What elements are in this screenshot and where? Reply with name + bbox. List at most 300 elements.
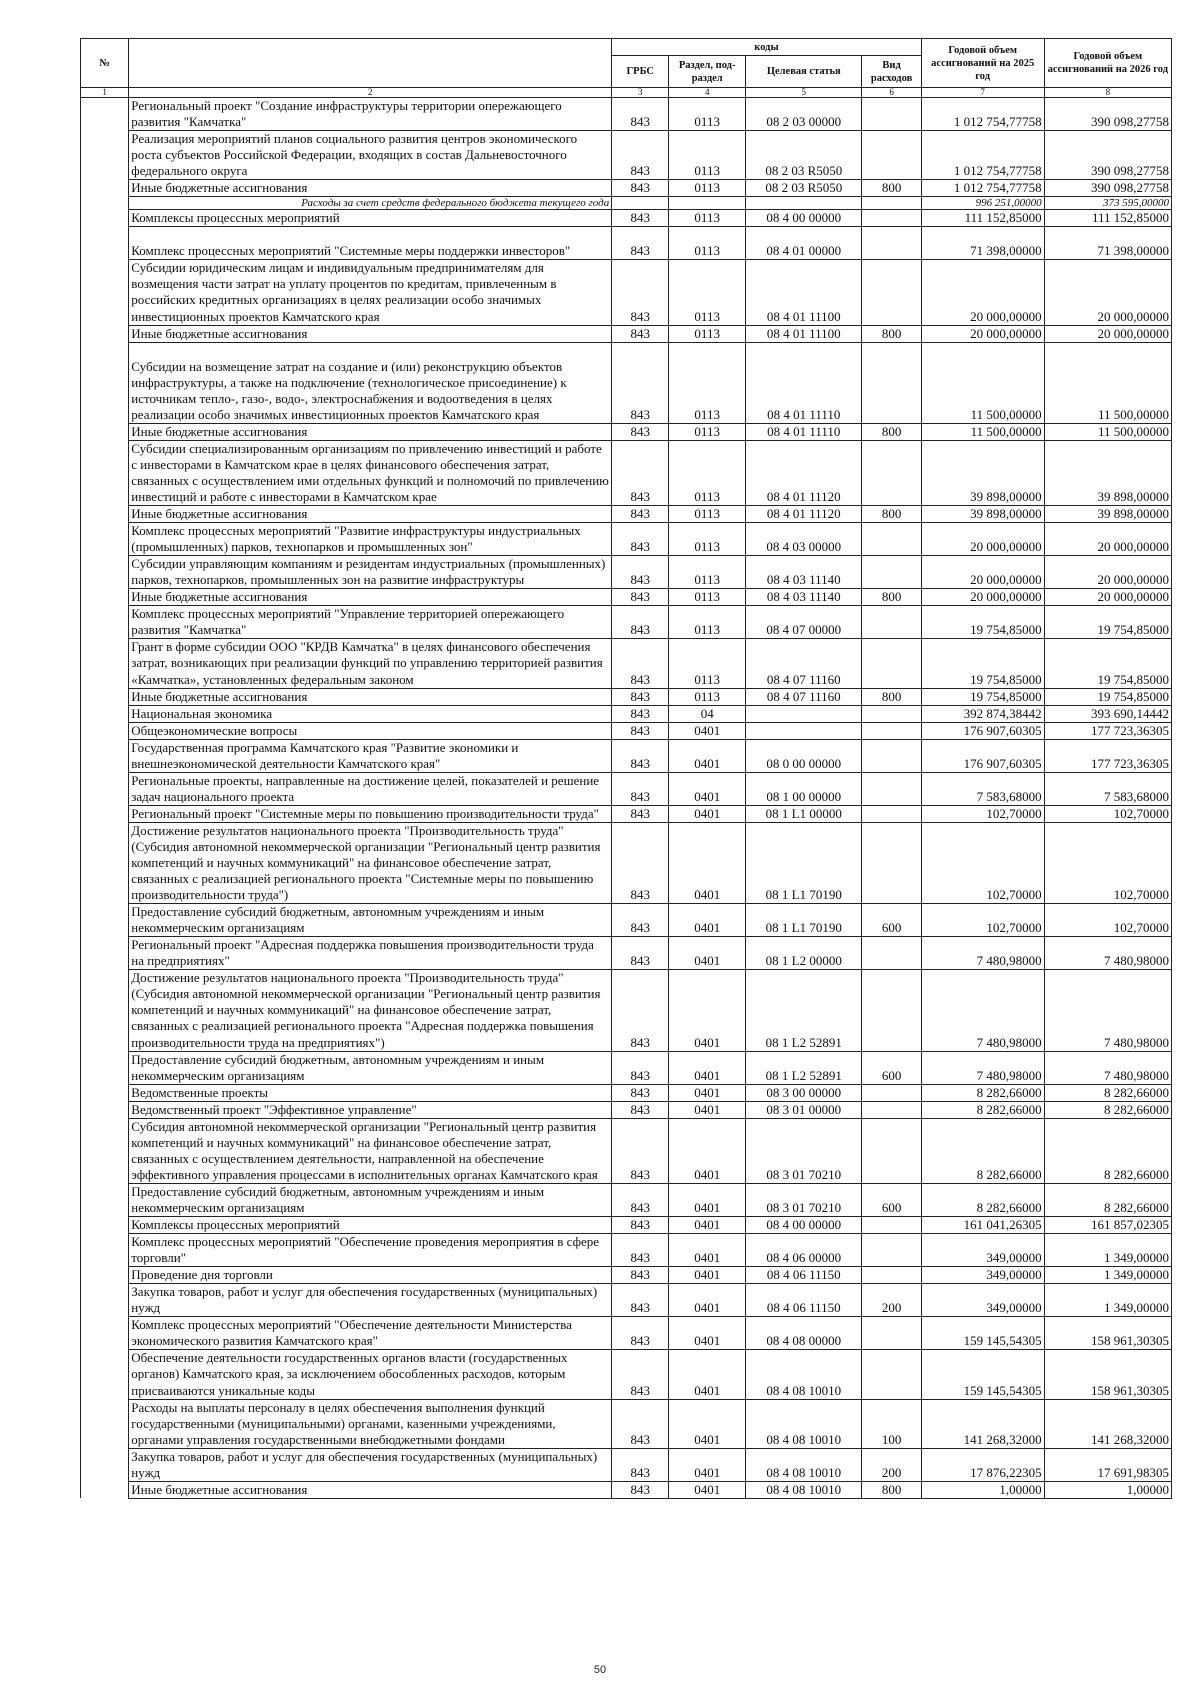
table-row [81, 180, 1172, 197]
row-razdel: 0401 [669, 1350, 746, 1399]
row-amount-2025: 17 876,22305 [921, 1448, 1044, 1481]
row-amount-2026: 102,70000 [1044, 904, 1171, 937]
table-row [81, 1481, 1172, 1498]
row-name: Региональный проект "Создание инфраструктуры территории опережающего развития "Камчатка" [129, 98, 612, 131]
row-number [81, 1051, 129, 1084]
row-name: Комплекс процессных мероприятий "Системные меры поддержки инвесторов" [129, 227, 612, 260]
table-row [81, 131, 1172, 180]
row-name: Ведомственные проекты [129, 1084, 612, 1101]
row-number [81, 1084, 129, 1101]
row-vid [862, 822, 921, 903]
row-number [81, 1284, 129, 1317]
row-amount-2026: 177 723,36305 [1044, 722, 1171, 739]
row-amount-2026: 20 000,00000 [1044, 260, 1171, 325]
row-vid: 800 [862, 688, 921, 705]
row-name: Субсидия автономной некоммерческой организации "Региональный центр развития компетенций и научных коммуникаций" на финансовое обеспечение затрат, связанных с осуществлением деятельности, направленной на обеспечение эффективного управления процессами в исполнительных органах Камчатского края [129, 1118, 612, 1183]
row-article: 08 4 07 11160 [746, 688, 862, 705]
row-number [81, 197, 129, 210]
row-name: Достижение результатов национального проекта "Производительность труда" (Субсидия автономной некоммерческой организации "Региональный центр развития компетенций и научных коммуникаций" на финансовое обеспечение затрат, связанных с реализацией регионального проекта "Системные меры по повышению производительности труда") [129, 822, 612, 903]
row-razdel: 0113 [669, 523, 746, 556]
row-razdel: 0113 [669, 260, 746, 325]
row-article: 08 4 01 11110 [746, 423, 862, 440]
row-amount-2025: 8 282,66000 [921, 1084, 1044, 1101]
row-amount-2025: 71 398,00000 [921, 227, 1044, 260]
row-amount-2026: 20 000,00000 [1044, 523, 1171, 556]
row-vid: 800 [862, 325, 921, 342]
row-number [81, 639, 129, 688]
row-amount-2025: 392 874,38442 [921, 705, 1044, 722]
column-index: 2 [129, 88, 612, 98]
table-row [81, 1350, 1172, 1399]
row-vid [862, 1317, 921, 1350]
row-grbs: 843 [612, 822, 669, 903]
row-amount-2026: 8 282,66000 [1044, 1101, 1171, 1118]
row-amount-2025: 20 000,00000 [921, 556, 1044, 589]
row-vid [862, 705, 921, 722]
row-amount-2026: 158 961,30305 [1044, 1350, 1171, 1399]
budget-table [80, 38, 1172, 1499]
table-row [81, 904, 1172, 937]
table-header [81, 39, 1172, 98]
row-article: 08 4 08 10010 [746, 1448, 862, 1481]
row-number [81, 1350, 129, 1399]
row-amount-2025: 7 480,98000 [921, 937, 1044, 970]
row-name: Иные бюджетные ассигнования [129, 180, 612, 197]
row-vid [862, 739, 921, 772]
row-article: 08 4 06 11150 [746, 1284, 862, 1317]
row-amount-2025: 7 480,98000 [921, 970, 1044, 1051]
row-grbs [612, 197, 669, 210]
row-number [81, 523, 129, 556]
row-amount-2025: 1 012 754,77758 [921, 98, 1044, 131]
row-name: Субсидии специализированным организациям по привлечению инвестиций и работе с инвесторами в Камчатском крае в целях финансового обеспечения затрат, связанных с осуществлением ими отдельных функций и полномочий по привлечению инвестиций и работе с инвесторами в Камчатском крае [129, 440, 612, 505]
row-razdel: 0401 [669, 1183, 746, 1216]
row-amount-2025: 102,70000 [921, 904, 1044, 937]
row-amount-2025: 996 251,00000 [921, 197, 1044, 210]
row-vid [862, 970, 921, 1051]
header-grbs: ГРБС [612, 56, 669, 88]
table-row [81, 589, 1172, 606]
row-vid: 800 [862, 180, 921, 197]
row-vid [862, 1118, 921, 1183]
row-razdel: 0113 [669, 639, 746, 688]
row-razdel: 0401 [669, 1481, 746, 1498]
row-razdel: 0113 [669, 440, 746, 505]
row-razdel: 0113 [669, 589, 746, 606]
row-razdel: 04 [669, 705, 746, 722]
row-amount-2026: 7 480,98000 [1044, 1051, 1171, 1084]
row-razdel: 0401 [669, 1234, 746, 1267]
row-number [81, 325, 129, 342]
table-row [81, 937, 1172, 970]
row-amount-2025: 176 907,60305 [921, 722, 1044, 739]
row-amount-2025: 39 898,00000 [921, 440, 1044, 505]
row-number [81, 1118, 129, 1183]
row-amount-2025: 176 907,60305 [921, 739, 1044, 772]
row-number [81, 1217, 129, 1234]
document-page [80, 38, 1172, 1499]
row-article: 08 4 01 11100 [746, 325, 862, 342]
row-article: 08 4 03 11140 [746, 556, 862, 589]
row-razdel: 0401 [669, 970, 746, 1051]
table-row [81, 1317, 1172, 1350]
row-vid: 800 [862, 589, 921, 606]
row-amount-2026: 71 398,00000 [1044, 227, 1171, 260]
row-vid [862, 937, 921, 970]
row-article: 08 4 07 00000 [746, 606, 862, 639]
row-article: 08 4 01 11110 [746, 342, 862, 423]
row-vid [862, 722, 921, 739]
row-grbs: 843 [612, 227, 669, 260]
table-row [81, 325, 1172, 342]
table-row [81, 342, 1172, 423]
row-article: 08 4 08 10010 [746, 1350, 862, 1399]
row-article: 08 1 L1 00000 [746, 805, 862, 822]
row-name: Иные бюджетные ассигнования [129, 1481, 612, 1498]
row-name: Закупка товаров, работ и услуг для обеспечения государственных (муниципальных) нужд [129, 1284, 612, 1317]
row-grbs: 843 [612, 1101, 669, 1118]
column-index-row [81, 88, 1172, 98]
row-amount-2025: 7 480,98000 [921, 1051, 1044, 1084]
table-note-row [81, 197, 1172, 210]
row-article: 08 4 08 00000 [746, 1317, 862, 1350]
row-article: 08 4 01 00000 [746, 227, 862, 260]
row-article: 08 1 L2 52891 [746, 1051, 862, 1084]
row-article: 08 3 01 70210 [746, 1183, 862, 1216]
row-name: Расходы на выплаты персоналу в целях обеспечения выполнения функций государственными (муниципальными) органами, казенными учреждениями, органами управления государственными внебюджетными фондами [129, 1399, 612, 1448]
table-row [81, 1051, 1172, 1084]
table-row [81, 970, 1172, 1051]
row-vid [862, 1084, 921, 1101]
row-amount-2026: 373 595,00000 [1044, 197, 1171, 210]
column-index: 4 [669, 88, 746, 98]
row-name: Региональные проекты, направленные на достижение целей, показателей и решение задач национального проекта [129, 772, 612, 805]
row-amount-2025: 11 500,00000 [921, 342, 1044, 423]
row-vid [862, 260, 921, 325]
table-row [81, 227, 1172, 260]
row-number [81, 1101, 129, 1118]
row-name: Иные бюджетные ассигнования [129, 688, 612, 705]
row-vid: 600 [862, 1183, 921, 1216]
row-number [81, 1267, 129, 1284]
row-article: 08 4 03 11140 [746, 589, 862, 606]
row-vid: 200 [862, 1448, 921, 1481]
row-article: 08 4 00 00000 [746, 1217, 862, 1234]
row-amount-2026: 158 961,30305 [1044, 1317, 1171, 1350]
row-article: 08 4 01 11120 [746, 506, 862, 523]
row-number [81, 970, 129, 1051]
row-amount-2026: 20 000,00000 [1044, 556, 1171, 589]
row-amount-2026: 39 898,00000 [1044, 440, 1171, 505]
row-amount-2026: 20 000,00000 [1044, 325, 1171, 342]
row-razdel: 0401 [669, 1101, 746, 1118]
row-name: Национальная экономика [129, 705, 612, 722]
row-razdel: 0113 [669, 423, 746, 440]
row-vid: 600 [862, 904, 921, 937]
row-amount-2026: 390 098,27758 [1044, 131, 1171, 180]
row-grbs: 843 [612, 1267, 669, 1284]
row-razdel: 0401 [669, 1217, 746, 1234]
row-grbs: 843 [612, 688, 669, 705]
row-name: Проведение дня торговли [129, 1267, 612, 1284]
row-razdel: 0113 [669, 131, 746, 180]
row-number [81, 98, 129, 131]
row-razdel: 0401 [669, 822, 746, 903]
row-name: Реализация мероприятий планов социального развития центров экономического роста субъектов Российской Федерации, входящих в состав Дальневосточного федерального округа [129, 131, 612, 180]
row-amount-2025: 111 152,85000 [921, 210, 1044, 227]
row-razdel: 0113 [669, 98, 746, 131]
row-name: Иные бюджетные ассигнования [129, 423, 612, 440]
header-razdel: Раздел, под-раздел [669, 56, 746, 88]
row-vid [862, 1217, 921, 1234]
row-grbs: 843 [612, 423, 669, 440]
table-row [81, 1399, 1172, 1448]
row-number [81, 1317, 129, 1350]
row-amount-2025: 102,70000 [921, 822, 1044, 903]
row-amount-2025: 8 282,66000 [921, 1183, 1044, 1216]
table-row [81, 1101, 1172, 1118]
row-grbs: 843 [612, 1084, 669, 1101]
row-grbs: 843 [612, 937, 669, 970]
row-article: 08 4 01 11120 [746, 440, 862, 505]
header-article: Целевая статья [746, 56, 862, 88]
row-amount-2026: 19 754,85000 [1044, 606, 1171, 639]
row-name: Комплекс процессных мероприятий "Развитие инфраструктуры индустриальных (промышленных) парков, технопарков и промышленных зон" [129, 523, 612, 556]
row-vid [862, 523, 921, 556]
row-amount-2026: 19 754,85000 [1044, 639, 1171, 688]
header-name [129, 39, 612, 88]
row-razdel: 0113 [669, 606, 746, 639]
row-article: 08 4 01 11100 [746, 260, 862, 325]
row-vid: 100 [862, 1399, 921, 1448]
row-razdel: 0113 [669, 210, 746, 227]
row-vid [862, 805, 921, 822]
row-vid [862, 1267, 921, 1284]
header-amount-2026: Годовой объем ассигнований на 2026 год [1044, 39, 1171, 88]
row-grbs: 843 [612, 1234, 669, 1267]
row-vid [862, 1101, 921, 1118]
row-amount-2026: 20 000,00000 [1044, 589, 1171, 606]
row-grbs: 843 [612, 506, 669, 523]
row-razdel: 0401 [669, 1284, 746, 1317]
row-grbs: 843 [612, 98, 669, 131]
row-article: 08 3 01 70210 [746, 1118, 862, 1183]
row-amount-2026: 8 282,66000 [1044, 1183, 1171, 1216]
row-name: Субсидии на возмещение затрат на создание и (или) реконструкцию объектов инфраструктуры, а также на подключение (технологическое присоединение) к источникам тепло-, газо-, водо-, электроснабжения и водоотведения в целях реализации особо значимых инвестиционных проектов Камчатского края [129, 342, 612, 423]
row-amount-2026: 8 282,66000 [1044, 1118, 1171, 1183]
row-grbs: 843 [612, 342, 669, 423]
table-row [81, 423, 1172, 440]
row-amount-2025: 1 012 754,77758 [921, 180, 1044, 197]
row-grbs: 843 [612, 523, 669, 556]
row-razdel: 0401 [669, 1448, 746, 1481]
row-vid [862, 210, 921, 227]
row-grbs: 843 [612, 772, 669, 805]
row-vid [862, 772, 921, 805]
column-index: 5 [746, 88, 862, 98]
row-grbs: 843 [612, 1399, 669, 1448]
row-name: Общеэкономические вопросы [129, 722, 612, 739]
row-grbs: 843 [612, 970, 669, 1051]
table-row [81, 822, 1172, 903]
row-name: Предоставление субсидий бюджетным, автономным учреждениям и иным некоммерческим организациям [129, 1051, 612, 1084]
row-number [81, 1183, 129, 1216]
row-grbs: 843 [612, 1317, 669, 1350]
row-amount-2026: 102,70000 [1044, 805, 1171, 822]
row-article: 08 1 00 00000 [746, 772, 862, 805]
row-article: 08 1 L1 70190 [746, 822, 862, 903]
row-article [746, 197, 862, 210]
row-vid [862, 1234, 921, 1267]
row-number [81, 739, 129, 772]
row-grbs: 843 [612, 131, 669, 180]
row-vid [862, 606, 921, 639]
table-row [81, 772, 1172, 805]
row-grbs: 843 [612, 1481, 669, 1498]
row-amount-2026: 177 723,36305 [1044, 739, 1171, 772]
column-index: 6 [862, 88, 921, 98]
row-article [746, 722, 862, 739]
row-razdel: 0113 [669, 342, 746, 423]
row-name: Комплекс процессных мероприятий "Обеспечение деятельности Министерства экономического развития Камчатского края" [129, 1317, 612, 1350]
row-grbs: 843 [612, 705, 669, 722]
row-number [81, 1234, 129, 1267]
row-razdel: 0401 [669, 722, 746, 739]
table-row [81, 739, 1172, 772]
table-row [81, 260, 1172, 325]
row-amount-2025: 19 754,85000 [921, 639, 1044, 688]
row-amount-2025: 141 268,32000 [921, 1399, 1044, 1448]
row-number [81, 210, 129, 227]
row-grbs: 843 [612, 1183, 669, 1216]
row-article: 08 4 03 00000 [746, 523, 862, 556]
column-index: 7 [921, 88, 1044, 98]
row-article: 08 1 L1 70190 [746, 904, 862, 937]
row-grbs: 843 [612, 639, 669, 688]
row-amount-2026: 1,00000 [1044, 1481, 1171, 1498]
row-amount-2026: 7 480,98000 [1044, 937, 1171, 970]
row-razdel: 0401 [669, 1317, 746, 1350]
table-row [81, 523, 1172, 556]
row-article: 08 4 08 10010 [746, 1481, 862, 1498]
row-grbs: 843 [612, 1217, 669, 1234]
row-article: 08 3 01 00000 [746, 1101, 862, 1118]
table-row [81, 556, 1172, 589]
row-grbs: 843 [612, 1448, 669, 1481]
row-razdel: 0113 [669, 325, 746, 342]
row-article: 08 4 06 00000 [746, 1234, 862, 1267]
row-vid [862, 227, 921, 260]
row-number [81, 180, 129, 197]
row-razdel: 0401 [669, 1051, 746, 1084]
row-amount-2026: 1 349,00000 [1044, 1284, 1171, 1317]
row-article: 08 2 03 R5050 [746, 131, 862, 180]
row-grbs: 843 [612, 440, 669, 505]
row-grbs: 843 [612, 325, 669, 342]
row-number [81, 1399, 129, 1448]
row-grbs: 843 [612, 904, 669, 937]
row-razdel [669, 197, 746, 210]
row-amount-2025: 7 583,68000 [921, 772, 1044, 805]
table-row [81, 1284, 1172, 1317]
table-row [81, 1267, 1172, 1284]
row-amount-2026: 1 349,00000 [1044, 1267, 1171, 1284]
row-number [81, 423, 129, 440]
row-grbs: 843 [612, 722, 669, 739]
table-row [81, 688, 1172, 705]
row-grbs: 843 [612, 260, 669, 325]
table-row [81, 1448, 1172, 1481]
row-amount-2025: 159 145,54305 [921, 1317, 1044, 1350]
row-number [81, 705, 129, 722]
row-razdel: 0401 [669, 1118, 746, 1183]
row-number [81, 1481, 129, 1498]
row-grbs: 843 [612, 1118, 669, 1183]
row-amount-2026: 11 500,00000 [1044, 423, 1171, 440]
table-row [81, 639, 1172, 688]
row-vid [862, 98, 921, 131]
row-name: Ведомственный проект "Эффективное управление" [129, 1101, 612, 1118]
row-number [81, 589, 129, 606]
row-name: Закупка товаров, работ и услуг для обеспечения государственных (муниципальных) нужд [129, 1448, 612, 1481]
row-vid [862, 131, 921, 180]
row-amount-2026: 17 691,98305 [1044, 1448, 1171, 1481]
row-grbs: 843 [612, 606, 669, 639]
row-grbs: 843 [612, 180, 669, 197]
row-name: Иные бюджетные ассигнования [129, 325, 612, 342]
row-vid [862, 197, 921, 210]
row-number [81, 131, 129, 180]
column-index: 8 [1044, 88, 1171, 98]
row-number [81, 688, 129, 705]
table-row [81, 1234, 1172, 1267]
row-razdel: 0401 [669, 739, 746, 772]
row-article: 08 4 06 11150 [746, 1267, 862, 1284]
row-vid: 600 [862, 1051, 921, 1084]
row-number [81, 556, 129, 589]
row-vid: 800 [862, 1481, 921, 1498]
row-amount-2025: 39 898,00000 [921, 506, 1044, 523]
row-number [81, 904, 129, 937]
row-amount-2025: 1,00000 [921, 1481, 1044, 1498]
row-vid [862, 1350, 921, 1399]
row-name: Региональный проект "Адресная поддержка повышения производительности труда на предприятиях" [129, 937, 612, 970]
row-amount-2026: 19 754,85000 [1044, 688, 1171, 705]
row-grbs: 843 [612, 210, 669, 227]
row-amount-2026: 1 349,00000 [1044, 1234, 1171, 1267]
row-amount-2026: 111 152,85000 [1044, 210, 1171, 227]
row-name: Субсидии управляющим компаниям и резидентам индустриальных (промышленных) парков, технопарков, промышленных зон на развитие инфраструктуры [129, 556, 612, 589]
table-row [81, 1118, 1172, 1183]
column-index: 3 [612, 88, 669, 98]
row-amount-2025: 349,00000 [921, 1234, 1044, 1267]
row-amount-2025: 20 000,00000 [921, 523, 1044, 556]
table-row [81, 805, 1172, 822]
column-index: 1 [81, 88, 129, 98]
row-article: 08 4 08 10010 [746, 1399, 862, 1448]
row-number [81, 822, 129, 903]
row-name: Предоставление субсидий бюджетным, автономным учреждениям и иным некоммерческим организациям [129, 904, 612, 937]
row-article: 08 2 03 00000 [746, 98, 862, 131]
row-article: 08 2 03 R5050 [746, 180, 862, 197]
row-article: 08 0 00 00000 [746, 739, 862, 772]
row-grbs: 843 [612, 1284, 669, 1317]
row-name: Субсидии юридическим лицам и индивидуальным предпринимателям для возмещения части затрат на уплату процентов по кредитам, привлеченным в российских кредитных организациях в целях реализации особо значимых инвестиционных проектов Камчатского края [129, 260, 612, 325]
row-name: Комплексы процессных мероприятий [129, 1217, 612, 1234]
row-amount-2026: 141 268,32000 [1044, 1399, 1171, 1448]
table-row [81, 722, 1172, 739]
row-article [746, 705, 862, 722]
